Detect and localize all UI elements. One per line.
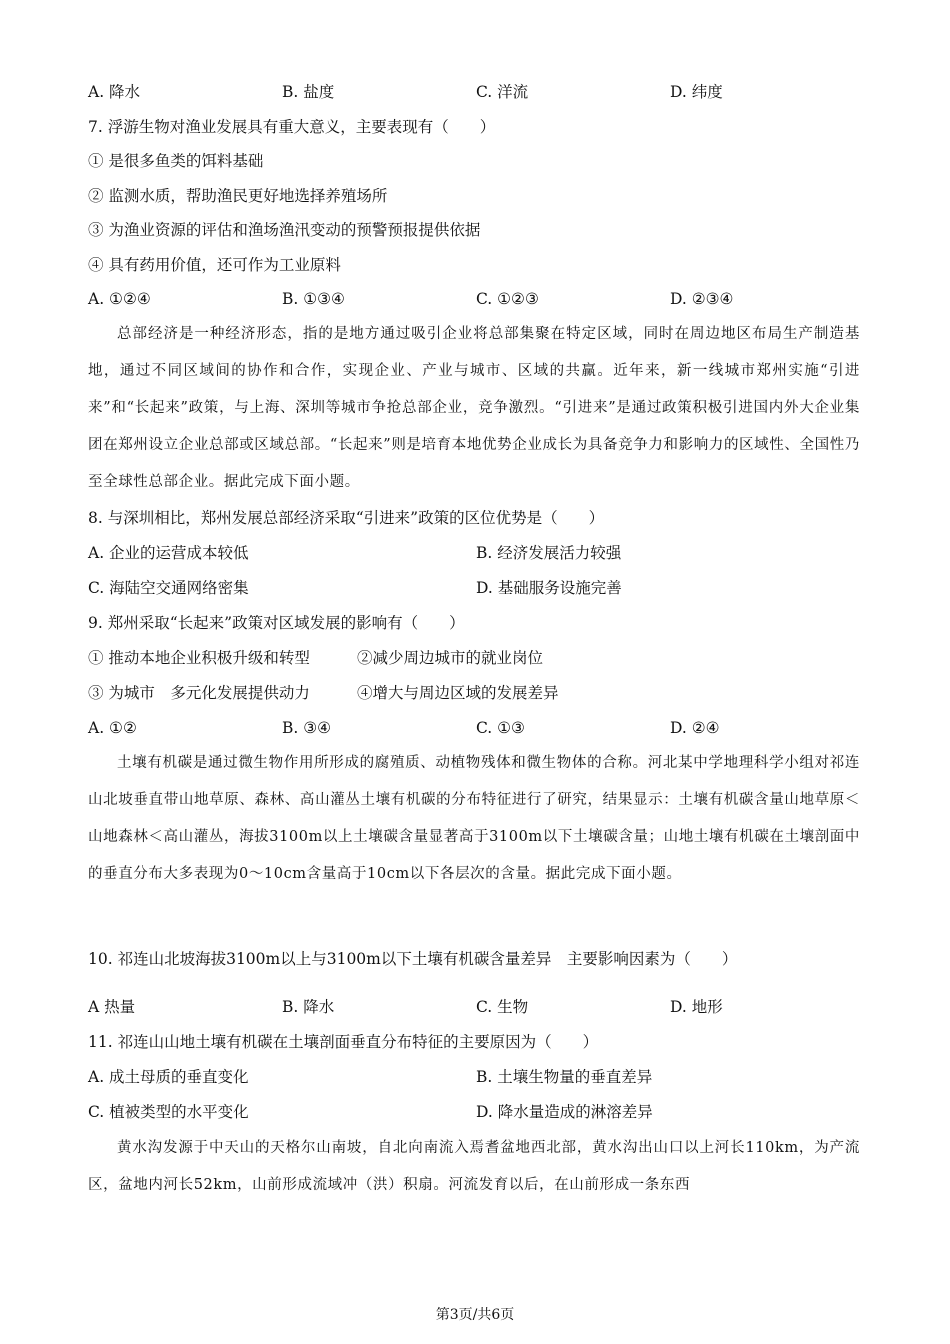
passage-3-text: 黄水沟发源于中天山的天格尔山南坡，自北向南流入焉耆盆地西北部，黄水沟出山口以上河长110km，为产流区，盆地内河长52km，山前形成流域冲（洪）积扇。河流发育以后，在山前形成一条东西 <box>88 1140 860 1193</box>
q11-option-a: A. 成土母质的垂直变化 <box>88 1068 249 1086</box>
q11-stem: 11. 祁连山山地土壤有机碳在土壤剖面垂直分布特征的主要原因为（ ） <box>88 1033 599 1051</box>
q8-option-c: C. 海陆空交通网络密集 <box>88 579 249 597</box>
q6-option-a: A. 降水 <box>88 83 141 101</box>
q11-option-d: D. 降水量造成的淋溶差异 <box>476 1103 653 1121</box>
q7-item-4: ④ 具有药用价值，还可作为工业原料 <box>88 256 341 274</box>
q11-option-b: B. 土壤生物量的垂直差异 <box>476 1068 653 1086</box>
q7-item-3: ③ 为渔业资源的评估和渔场渔汛变动的预警预报提供依据 <box>88 221 481 239</box>
q10-stem: 10. 祁连山北坡海拔3100m以上与3100m以下土壤有机碳含量差异 主要影响因素为（ ） <box>88 950 738 968</box>
page-number-footer: 第3页/共6页 <box>435 1307 515 1323</box>
q10-option-c: C. 生物 <box>476 998 529 1016</box>
q8-stem: 8. 与深圳相比，郑州发展总部经济采取“引进来”政策的区位优势是（ ） <box>88 509 605 527</box>
q9-item-2: ②减少周边城市的就业岗位 <box>357 649 544 667</box>
passage-1-text: 总部经济是一种经济形态，指的是地方通过吸引企业将总部集聚在特定区域，同时在周边地区布局生产制造基地，通过不同区域间的协作和合作，实现企业、产业与城市、区域的共赢。近年来，新一线城市郑州实施“引进来”和“长起来”政策，与上海、深圳等城市争抢总部企业，竞争激烈。“引进来”是通过政策积极引进国内外大企业集团在郑州设立企业总部或区域总部。“长起来”则是培育本地优势企业成长为具备竞争力和影响力的区域性、全国性乃至全球性总部企业。据此完成下面小题。 <box>88 326 860 490</box>
q8-option-d: D. 基础服务设施完善 <box>476 579 622 597</box>
passage-huangshuigou-river <box>88 1130 860 1204</box>
q7-option-c: C. ①②③ <box>476 290 539 308</box>
q7-option-b: B. ①③④ <box>282 290 345 308</box>
q8-option-a: A. 企业的运营成本较低 <box>88 544 249 562</box>
q6-option-d: D. 纬度 <box>670 83 723 101</box>
q7-stem: 7. 浮游生物对渔业发展具有重大意义，主要表现有（ ） <box>88 118 496 136</box>
q9-item-3: ③ 为城市 多元化发展提供动力 <box>88 684 310 702</box>
q6-option-c: C. 洋流 <box>476 83 529 101</box>
q9-item-4: ④增大与周边区域的发展差异 <box>357 684 559 702</box>
q7-option-d: D. ②③④ <box>670 290 734 308</box>
q9-option-c: C. ①③ <box>476 719 525 737</box>
q9-option-a: A. ①② <box>88 719 137 737</box>
q10-option-d: D. 地形 <box>670 998 723 1016</box>
passage-2-text: 土壤有机碳是通过微生物作用所形成的腐殖质、动植物残体和微生物体的合称。河北某中学地理科学小组对祁连山北坡垂直带山地草原、森林、高山灌丛土壤有机碳的分布特征进行了研究，结果显示：土壤有机碳含量山地草原＜山地森林＜高山灌丛，海拔3100m以上土壤碳含量显著高于3100m以下土壤碳含量；山地土壤有机碳在土壤剖面中的垂直分布大多表现为0～10cm含量高于10cm以下各层次的含量。据此完成下面小题。 <box>88 755 860 882</box>
q7-item-1: ① 是很多鱼类的饵料基础 <box>88 152 264 170</box>
q10-option-a: A 热量 <box>88 998 136 1016</box>
q6-option-b: B. 盐度 <box>282 83 335 101</box>
q9-item-1: ① 推动本地企业积极升级和转型 <box>88 649 310 667</box>
q9-option-b: B. ③④ <box>282 719 332 737</box>
q8-option-b: B. 经济发展活力较强 <box>476 544 622 562</box>
q9-stem: 9. 郑州采取“长起来”政策对区域发展的影响有（ ） <box>88 614 465 632</box>
passage-headquarters-economy <box>88 316 860 501</box>
q7-option-a: A. ①②④ <box>88 290 151 308</box>
q10-option-b: B. 降水 <box>282 998 335 1016</box>
q7-item-2: ② 监测水质，帮助渔民更好地选择养殖场所 <box>88 187 388 205</box>
q9-option-d: D. ②④ <box>670 719 720 737</box>
passage-soil-organic-carbon <box>88 745 860 893</box>
q11-option-c: C. 植被类型的水平变化 <box>88 1103 249 1121</box>
